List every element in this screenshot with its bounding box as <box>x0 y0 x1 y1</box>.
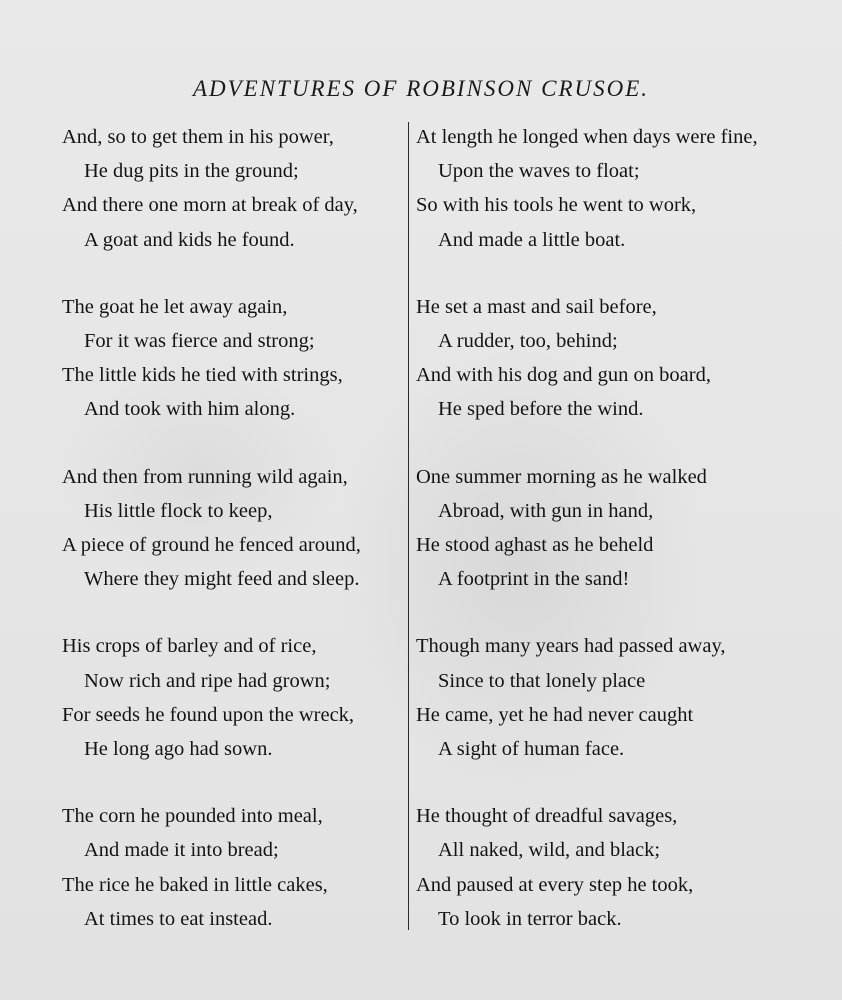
verse-line: And then from running wild again, <box>62 465 348 488</box>
page-title: ADVENTURES OF ROBINSON CRUSOE. <box>192 76 650 101</box>
verse-line: He came, yet he had never caught <box>416 703 694 726</box>
verse-line: A piece of ground he fenced around, <box>62 534 361 557</box>
verse-line: A footprint in the sand! <box>438 568 630 591</box>
verse-line: His little flock to keep, <box>84 499 273 522</box>
verse-line: The corn he pounded into meal, <box>62 805 323 828</box>
verse-line: And with his dog and gun on board, <box>416 364 711 387</box>
stanza <box>62 120 402 257</box>
verse-line: He stood aghast as he beheld <box>416 534 654 557</box>
stanza <box>62 290 402 427</box>
verse-line: All naked, wild, and black; <box>438 839 661 862</box>
verse-line: His crops of barley and of rice, <box>62 635 317 658</box>
verse-line: A goat and kids he found. <box>84 228 295 251</box>
stanza <box>416 120 776 257</box>
verse-line: He thought of dreadful savages, <box>416 805 678 828</box>
right-column <box>416 120 776 969</box>
verse-line: Abroad, with gun in hand, <box>438 499 654 522</box>
verse-line: The little kids he tied with strings, <box>62 364 343 387</box>
verse-line: And made it into bread; <box>84 839 279 862</box>
verse-line: A sight of human face. <box>438 738 625 761</box>
verse-line: Upon the waves to float; <box>438 160 640 183</box>
verse-line: For seeds he found upon the wreck, <box>62 703 355 726</box>
verse-line: At times to eat instead. <box>84 907 273 930</box>
verse-line: At length he longed when days were fine, <box>416 126 758 148</box>
stanza <box>416 460 776 597</box>
verse-line: Since to that lonely place <box>438 669 646 692</box>
stanza <box>416 629 776 766</box>
verse-line: One summer morning as he walked <box>416 465 707 488</box>
verse-line: A rudder, too, behind; <box>438 330 618 353</box>
stanza <box>62 799 402 936</box>
verse-line: And made a little boat. <box>438 228 626 251</box>
stanza <box>416 799 776 936</box>
stanza <box>62 460 402 597</box>
verse-line: So with his tools he went to work, <box>416 194 697 217</box>
stanza <box>416 290 776 427</box>
verse-line: He long ago had sown. <box>84 738 273 761</box>
verse-line: He sped before the wind. <box>438 398 644 421</box>
verse-line: Where they might feed and sleep. <box>84 568 360 591</box>
column-divider <box>408 122 409 930</box>
verse-line: And, so to get them in his power, <box>62 126 334 148</box>
verse-line: And paused at every step he took, <box>416 873 694 896</box>
verse-line: The rice he baked in little cakes, <box>62 873 328 896</box>
verse-line: The goat he let away again, <box>62 295 288 318</box>
verse-line: He dug pits in the ground; <box>84 160 299 183</box>
verse-line: For it was fierce and strong; <box>84 330 315 353</box>
verse-line: And took with him along. <box>84 398 296 421</box>
stanza <box>62 629 402 766</box>
verse-line: And there one morn at break of day, <box>62 194 358 217</box>
verse-line: Though many years had passed away, <box>416 635 726 658</box>
verse-line: He set a mast and sail before, <box>416 295 657 318</box>
left-column <box>62 120 402 969</box>
verse-line: To look in terror back. <box>438 907 622 930</box>
verse-line: Now rich and ripe had grown; <box>84 669 331 692</box>
